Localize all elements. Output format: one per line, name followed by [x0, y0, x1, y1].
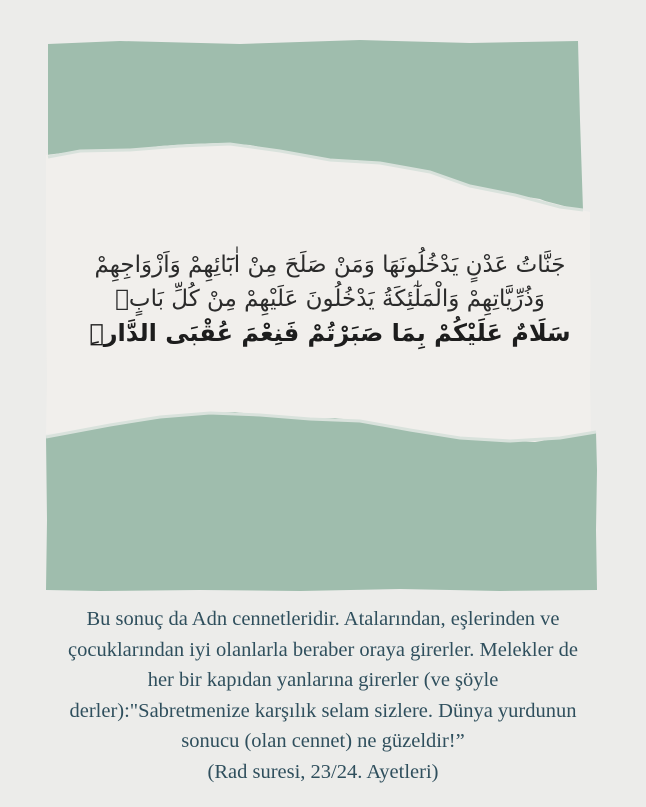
translation-line-1: Bu sonuç da Adn cennetleridir. Atalarından, eşlerinden ve — [86, 608, 560, 630]
verse-translation — [8, 604, 638, 787]
translation-line-3: her bir kapıdan yanlarına girerler (ve şöyle — [147, 669, 499, 691]
translation-line-4: derler):"Sabretmenize karşılık selam sizlere. Dünya yurdunun — [69, 699, 577, 722]
verse-arabic — [60, 248, 600, 350]
verse-reference: (Rad suresi, 23/24. Ayetleri) — [207, 760, 439, 783]
verse-line-3: سَلَامٌ عَلَيْكُمْ بِمَا صَبَرْتُمْ فَنِعْمَ عُقْبَى الدَّارِۜ — [89, 319, 571, 347]
verse-line-1: جَنَّاتُ عَدْنٍ يَدْخُلُونَهَا وَمَنْ صَلَحَ مِنْ اٰبَٓائِهِمْ وَاَزْوَاجِهِمْ — [94, 252, 566, 278]
verse-line-2: وَذُرِّيَّاتِهِمْ وَالْمَلٰٓئِكَةُ يَدْخُلُونَ عَلَيْهِمْ مِنْ كُلِّ بَابٍۚ — [115, 286, 545, 312]
translation-line-2: çocuklarından iyi olanlarla beraber oraya girerler. Melekler de — [68, 638, 578, 661]
translation-line-5: sonucu (olan cennet) ne güzeldir!” — [181, 730, 465, 752]
